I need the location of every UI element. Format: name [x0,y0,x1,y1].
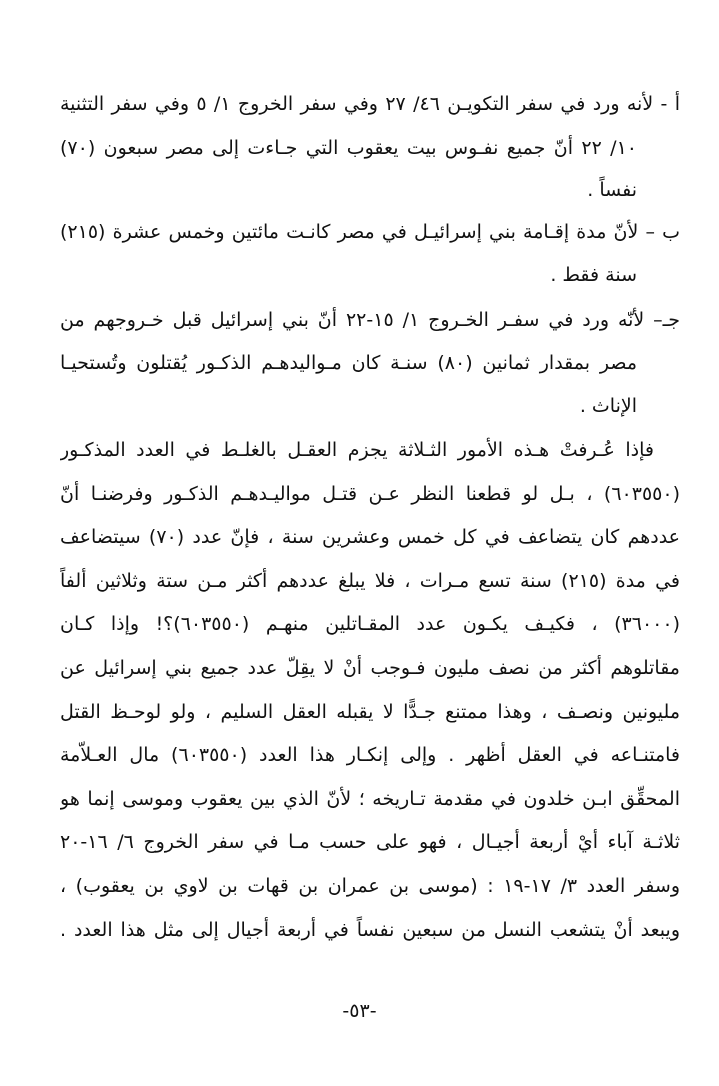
text-line-17: المحقِّق ابـن خلدون في مقدمة تـاريخه ؛ لأنّ الذي بين يعقوب وموسى إنما هو [60,788,680,810]
text-line-3: نفساً . [587,179,637,201]
text-line-4: ب – لأنّ مدة إقـامة بني إسرائيـل في مصر كانـت مائتين وخمس عشرة (٢١٥) [60,221,680,243]
text-line-6: جـ– لأنّه ورد في سفـر الخـروج ١/ ١٥-٢٢ أنّ بني إسرائيل قبل خـروجهم من [60,309,680,331]
text-line-16: فامتنـاعه في العقل أظهر . وإلى إنكـار هذا العدد (٦٠٣٥٥٠) مال العـلاّمة [60,744,680,766]
text-line-18: ثلاثـة آباء أيْ أربعة أجيـال ، فهو على حسب مـا في سفر الخروج ٦/ ١٦-٢٠ [60,831,680,853]
text-line-19: وسفر العدد ٣/ ١٧-١٩ : (موسى بن عمران بن قهات بن لاوي بن يعقوب) ، [60,875,680,897]
text-line-12: في مدة (٢١٥) سنة تسع مـرات ، فلا يبلغ عددهم أكثر مـن ستة وثلاثين ألفاً [60,570,680,592]
text-line-13: (٣٦٠٠٠) ، فكيـف يكـون عدد المقـاتلين منهـم (٦٠٣٥٥٠)؟! وإذا كـان [60,613,680,635]
text-line-11: عددهم كان يتضاعف في كل خمس وعشرين سنة ، فإنّ عدد (٧٠) سيتضاعف [60,526,680,548]
text-line-5: سنة فقط . [550,264,637,286]
text-line-1: أ - لأنه ورد في سفر التكويـن ٤٦/ ٢٧ وفي سفر الخروج ١/ ٥ وفي سفر التثنية [60,93,680,115]
text-line-8: الإناث . [579,395,637,417]
page-number: -٥٣- [342,1000,377,1022]
text-line-20: ويبعد أنْ يتشعب النسل من سبعين نفساً في أربعة أجيال إلى مثل هذا العدد . [60,919,680,941]
text-line-7: مصر بمقدار ثمانين (٨٠) سنـة كان مـواليدهـم الذكـور يُقتلون وتُستحيـا [60,352,637,374]
text-line-14: مقاتلوهم أكثر من نصف مليون فـوجب أنْ لا يقِلّ عدد جميع بني إسرائيل عن [60,657,680,679]
text-line-2: ١٠/ ٢٢ أنّ جميع نفـوس بيت يعقوب التي جـاءت إلى مصر سبعون (٧٠) [60,137,637,159]
text-line-9: فإذا عُـرفتْ هـذه الأمور الثـلاثة يجزم العقـل بالغلـط في العدد المذكـور [60,439,654,461]
text-line-15: مليونين ونصـف ، وهذا ممتنع جـدًّا لا يقبله العقل السليم ، ولو لوحـظ القتل [60,701,680,723]
text-line-10: (٦٠٣٥٥٠) ، بـل لو قطعنا النظر عـن قتـل مواليـدهـم الذكـور وفرضنـا أنّ [60,483,680,505]
